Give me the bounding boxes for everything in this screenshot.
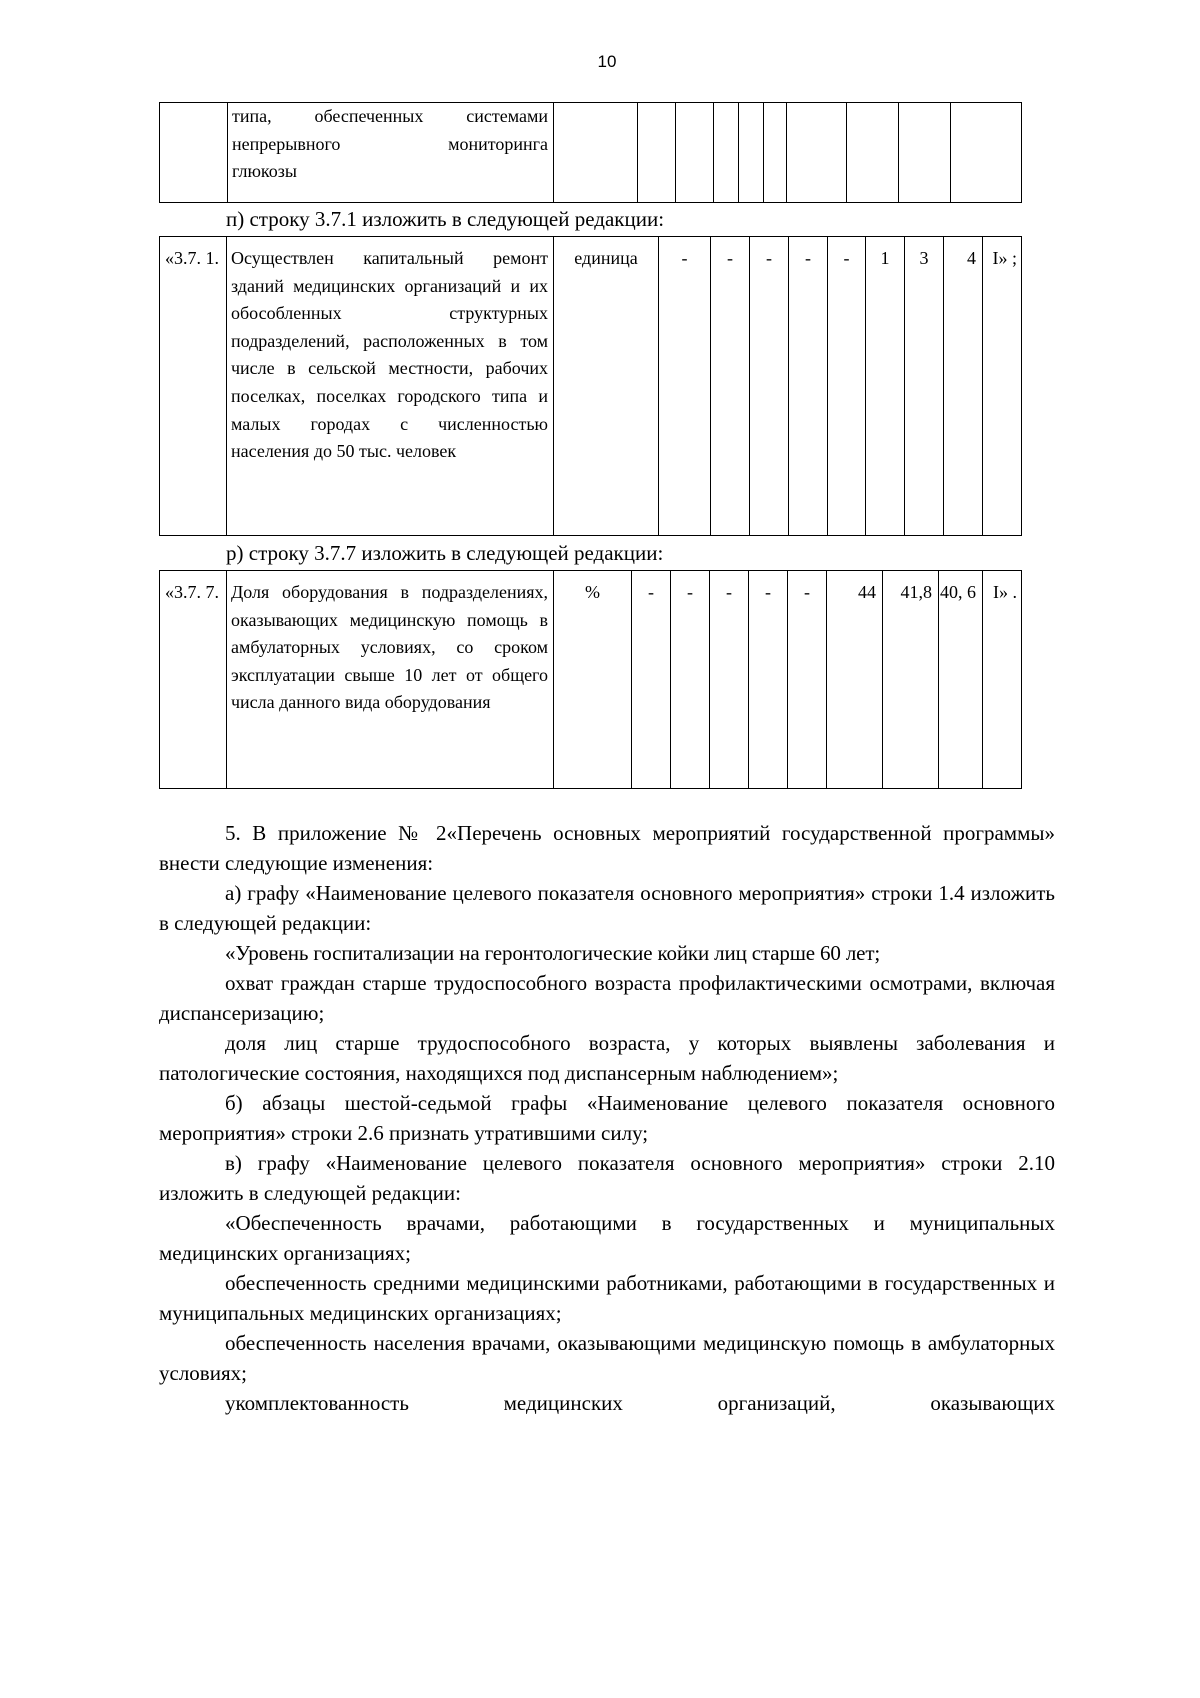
row-value: -: [789, 237, 828, 536]
paragraph: доля лиц старше трудоспособного возраста, у которых выявлены заболевания и патологические состояния, находящихся под диспансерным наблюдением»;: [159, 1031, 1055, 1085]
row-value: -: [710, 571, 749, 789]
row-description: Доля оборудования в подразделениях, оказывающих медицинскую помощь в амбулаторных условиях, со сроком эксплуатации свыше 10 лет от общего числа данного вида оборудования: [227, 571, 554, 789]
table-cell: [787, 103, 847, 203]
paragraph: а) графу «Наименование целевого показателя основного мероприятия» строки 1.4 изложить в следующей редакции:: [159, 881, 1055, 935]
row-number: «3.7. 1.: [160, 237, 227, 536]
row-value: -: [749, 571, 788, 789]
table-cell: [160, 103, 228, 203]
table-cell-description: [228, 103, 554, 203]
table-cell: [554, 103, 638, 203]
table-cell: [847, 103, 899, 203]
paragraph: обеспеченность средними медицинскими работниками, работающими в государственных и муниципальных медицинских организациях;: [159, 1271, 1055, 1325]
row-value: -: [632, 571, 671, 789]
paragraph: 5. В приложение № 2«Перечень основных мероприятий государственной программы» внести следующие изменения:: [159, 821, 1055, 875]
row-number: «3.7. 7.: [160, 571, 227, 789]
desc-line: глюкозы: [232, 161, 297, 181]
table-continuation: [159, 102, 1022, 203]
paragraph: укомплектованность медицинских организаций, оказывающих: [225, 1391, 1055, 1415]
row-description: Осуществлен капитальный ремонт зданий медицинских организаций и их обособленных структурных подразделений, расположенных в том числе в сельской местности, рабочих поселках, поселках городского типа и малых городах с численностью населения до 50 тыс. человек: [227, 237, 554, 536]
row-value: 3: [905, 237, 944, 536]
paragraph: «Обеспеченность врачами, работающими в государственных и муниципальных медицинских организациях;: [159, 1211, 1055, 1265]
table-row: [160, 571, 1022, 789]
row-value: -: [828, 237, 866, 536]
body-text: [159, 818, 1055, 1418]
row-unit: единица: [554, 237, 659, 536]
row-value: -: [788, 571, 827, 789]
table-cell: [676, 103, 714, 203]
table-cell: [951, 103, 1022, 203]
table-cell: [714, 103, 739, 203]
table-cell: [764, 103, 787, 203]
row-closing-mark: I» ;: [983, 237, 1022, 536]
row-value: 1: [866, 237, 905, 536]
row-unit: %: [554, 571, 632, 789]
table-cell: [899, 103, 951, 203]
row-closing-mark: I» .: [983, 571, 1022, 789]
row-value: 41,8: [883, 571, 939, 789]
table-row: [160, 103, 1022, 203]
row-value: -: [659, 237, 711, 536]
paragraph: б) абзацы шестой-седьмой графы «Наименование целевого показателя основного мероприятия» строки 2.6 признать утратившими силу;: [159, 1091, 1055, 1145]
desc-line: непрерывного мониторинга: [232, 133, 548, 154]
paragraph: обеспеченность населения врачами, оказывающими медицинскую помощь в амбулаторных условиях;: [159, 1331, 1055, 1385]
instruction-p: п) строку 3.7.1 изложить в следующей редакции:: [226, 207, 665, 231]
row-value: -: [750, 237, 789, 536]
instruction-r: р) строку 3.7.7 изложить в следующей редакции:: [226, 541, 664, 565]
table-row-3-7-1: [159, 236, 1022, 536]
paragraph: охват граждан старше трудоспособного возраста профилактическими осмотрами, включая диспансеризацию;: [159, 971, 1055, 1025]
row-value: 44: [827, 571, 883, 789]
row-value: -: [711, 237, 750, 536]
table-row-3-7-7: [159, 570, 1022, 789]
table-row: [160, 237, 1022, 536]
table-cell: [638, 103, 676, 203]
paragraph: «Уровень госпитализации на геронтологические койки лиц старше 60 лет;: [225, 941, 881, 965]
desc-line: типа, обеспеченных системами: [232, 106, 548, 126]
page-number: 10: [597, 52, 617, 71]
row-value: -: [671, 571, 710, 789]
table-cell: [739, 103, 764, 203]
row-value: 40, 6: [939, 571, 983, 789]
paragraph: в) графу «Наименование целевого показателя основного мероприятия» строки 2.10 изложить в следующей редакции:: [159, 1151, 1055, 1205]
row-value: 4: [944, 237, 983, 536]
